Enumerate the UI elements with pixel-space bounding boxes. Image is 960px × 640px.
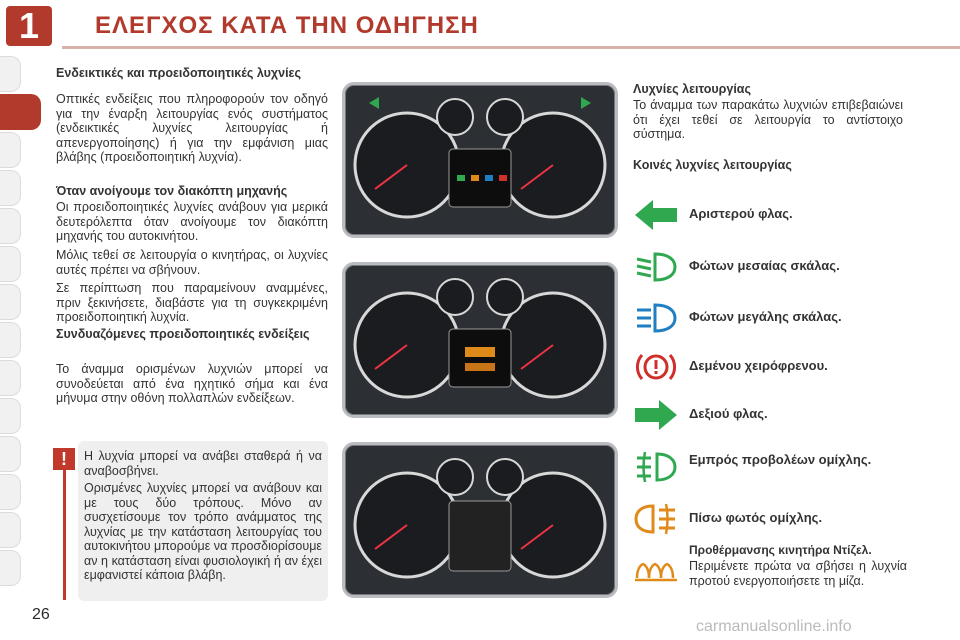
lamp-label: Πίσω φωτός ομίχλης.: [689, 510, 823, 525]
side-tab[interactable]: [0, 436, 21, 472]
ignition-paragraph-3: Σε περίπτωση που παραμείνουν αναμμένες, πριν ξεκινήσετε, διαβάστε για τη συγκεκριμένη προειδοποιητική λυχνία.: [56, 281, 328, 324]
instrument-cluster-image-1: [342, 82, 618, 238]
lamp-row-left-indicator: [633, 198, 953, 234]
operation-heading: Λυχνίες λειτουργίας: [633, 82, 751, 96]
side-tab[interactable]: [0, 132, 21, 168]
lamp-label: Φώτων μεγάλης σκάλας.: [689, 309, 842, 324]
dipped-beam-icon: [633, 250, 679, 284]
warning-paragraph-2: Ορισμένες λυχνίες μπορεί να ανάβουν και με τους δύο τρόπους. Μόνο αν συσχετίσουμε τον τρόπο ανάμματος της λυχνίας με την κατάσταση λειτουργίας του αυτοκινήτου μπορούμε να προσδιορίσουμε αν η κατάσταση είναι φυσιολογική ή αν έχει εμφανιστεί κάποια βλάβη.: [84, 481, 322, 582]
lamp-label: Φώτων μεσαίας σκάλας.: [689, 258, 840, 273]
side-tab[interactable]: [0, 550, 21, 586]
warning-strip: [63, 470, 66, 600]
exclamation-icon: !: [53, 448, 75, 470]
side-tab[interactable]: [0, 246, 21, 282]
lamp-label: Δεξιού φλας.: [689, 406, 768, 421]
side-tab[interactable]: [0, 56, 21, 92]
warning-paragraph-1: Η λυχνία μπορεί να ανάβει σταθερά ή να αναβοσβήνει.: [84, 449, 322, 478]
rear-fog-icon: [633, 502, 679, 536]
side-tab[interactable]: [0, 474, 21, 510]
lamp-label: Δεμένου χειρόφρενου.: [689, 358, 828, 373]
side-tab-active[interactable]: [0, 94, 41, 130]
chapter-number: 1: [6, 6, 52, 46]
lamp-label: Εμπρός προβολέων ομίχλης.: [689, 452, 872, 467]
section-heading: Ενδεικτικές και προειδοποιητικές λυχνίες: [56, 66, 301, 80]
lamp-row-main-beam: [633, 301, 953, 337]
side-tabs: [0, 56, 22, 616]
page-title: ΕΛΕΓΧΟΣ ΚΑΤΑ ΤΗΝ ΟΔΗΓΗΣΗ: [95, 12, 479, 39]
combined-heading: Συνδυαζόμενες προειδοποιητικές ενδείξεις: [56, 327, 310, 341]
lamp-row-right-indicator: [633, 398, 953, 434]
parking-brake-icon: [633, 350, 679, 384]
ignition-paragraph-1: Οι προειδοποιητικές λυχνίες ανάβουν για μερικά δευτερόλεπτα όταν ανοίγουμε τον διακόπτη μηχανής του αυτοκινήτου.: [56, 200, 328, 243]
page-number: 26: [32, 606, 50, 623]
cluster-illustration: [345, 445, 615, 595]
lamp-row-dipped-beam: [633, 250, 953, 286]
side-tab[interactable]: [0, 398, 21, 434]
side-tab[interactable]: [0, 360, 21, 396]
intro-paragraph: Οπτικές ενδείξεις που πληροφορούν τον οδηγό για την έναρξη λειτουργίας ενός συστήματος (ενδεικτικές λυχνίες λειτουργίας ή απενεργοποίησης) ή για την εμφάνιση μιας βλάβης (προειδοποιητική λυχνία).: [56, 92, 328, 164]
instrument-cluster-image-3: [342, 442, 618, 598]
right-arrow-icon: [633, 398, 679, 432]
side-tab[interactable]: [0, 512, 21, 548]
front-fog-icon: [633, 450, 679, 484]
watermark: carmanualsonline.info: [696, 618, 852, 635]
ignition-paragraph-2: Μόλις τεθεί σε λειτουργία ο κινητήρας, οι λυχνίες αυτές πρέπει να σβήνουν.: [56, 248, 328, 277]
side-tab[interactable]: [0, 208, 21, 244]
cluster-illustration: [345, 265, 615, 415]
lamp-row-rear-fog: [633, 502, 953, 538]
lamp-row-front-fog: [633, 450, 953, 492]
common-lamps-heading: Κοινές λυχνίες λειτουργίας: [633, 158, 792, 172]
side-tab[interactable]: [0, 322, 21, 358]
main-beam-icon: [633, 301, 679, 335]
lamp-row-parking-brake: [633, 350, 953, 386]
instrument-cluster-image-2: [342, 262, 618, 418]
side-tab[interactable]: [0, 170, 21, 206]
ignition-heading: Όταν ανοίγουμε τον διακόπτη μηχανής: [56, 184, 288, 198]
diesel-paragraph: Περιμένετε πρώτα να σβήσει η λυχνία προτού ενεργοποιήσετε τη μίζα.: [689, 559, 907, 588]
warning-box: [78, 441, 328, 601]
lamp-label: Αριστερού φλας.: [689, 206, 793, 221]
combined-paragraph: Το άναμμα ορισμένων λυχνιών μπορεί να συνοδεύεται από ένα ηχητικό σήμα και ένα μήνυμα στην οθόνη πολλαπλών ενδείξεων.: [56, 362, 328, 405]
header-bar: [0, 0, 960, 50]
diesel-heading: Προθέρμανσης κινητήρα Ντίζελ.: [689, 543, 872, 557]
cluster-illustration: [345, 85, 615, 235]
title-divider: [62, 46, 960, 49]
operation-paragraph: Το άναμμα των παρακάτω λυχνιών επιβεβαιώνει ότι έχει τεθεί σε λειτουργία το αντίστοιχο σύστημα.: [633, 98, 903, 141]
glow-plug-icon: [633, 556, 679, 590]
left-arrow-icon: [633, 198, 679, 232]
side-tab[interactable]: [0, 284, 21, 320]
